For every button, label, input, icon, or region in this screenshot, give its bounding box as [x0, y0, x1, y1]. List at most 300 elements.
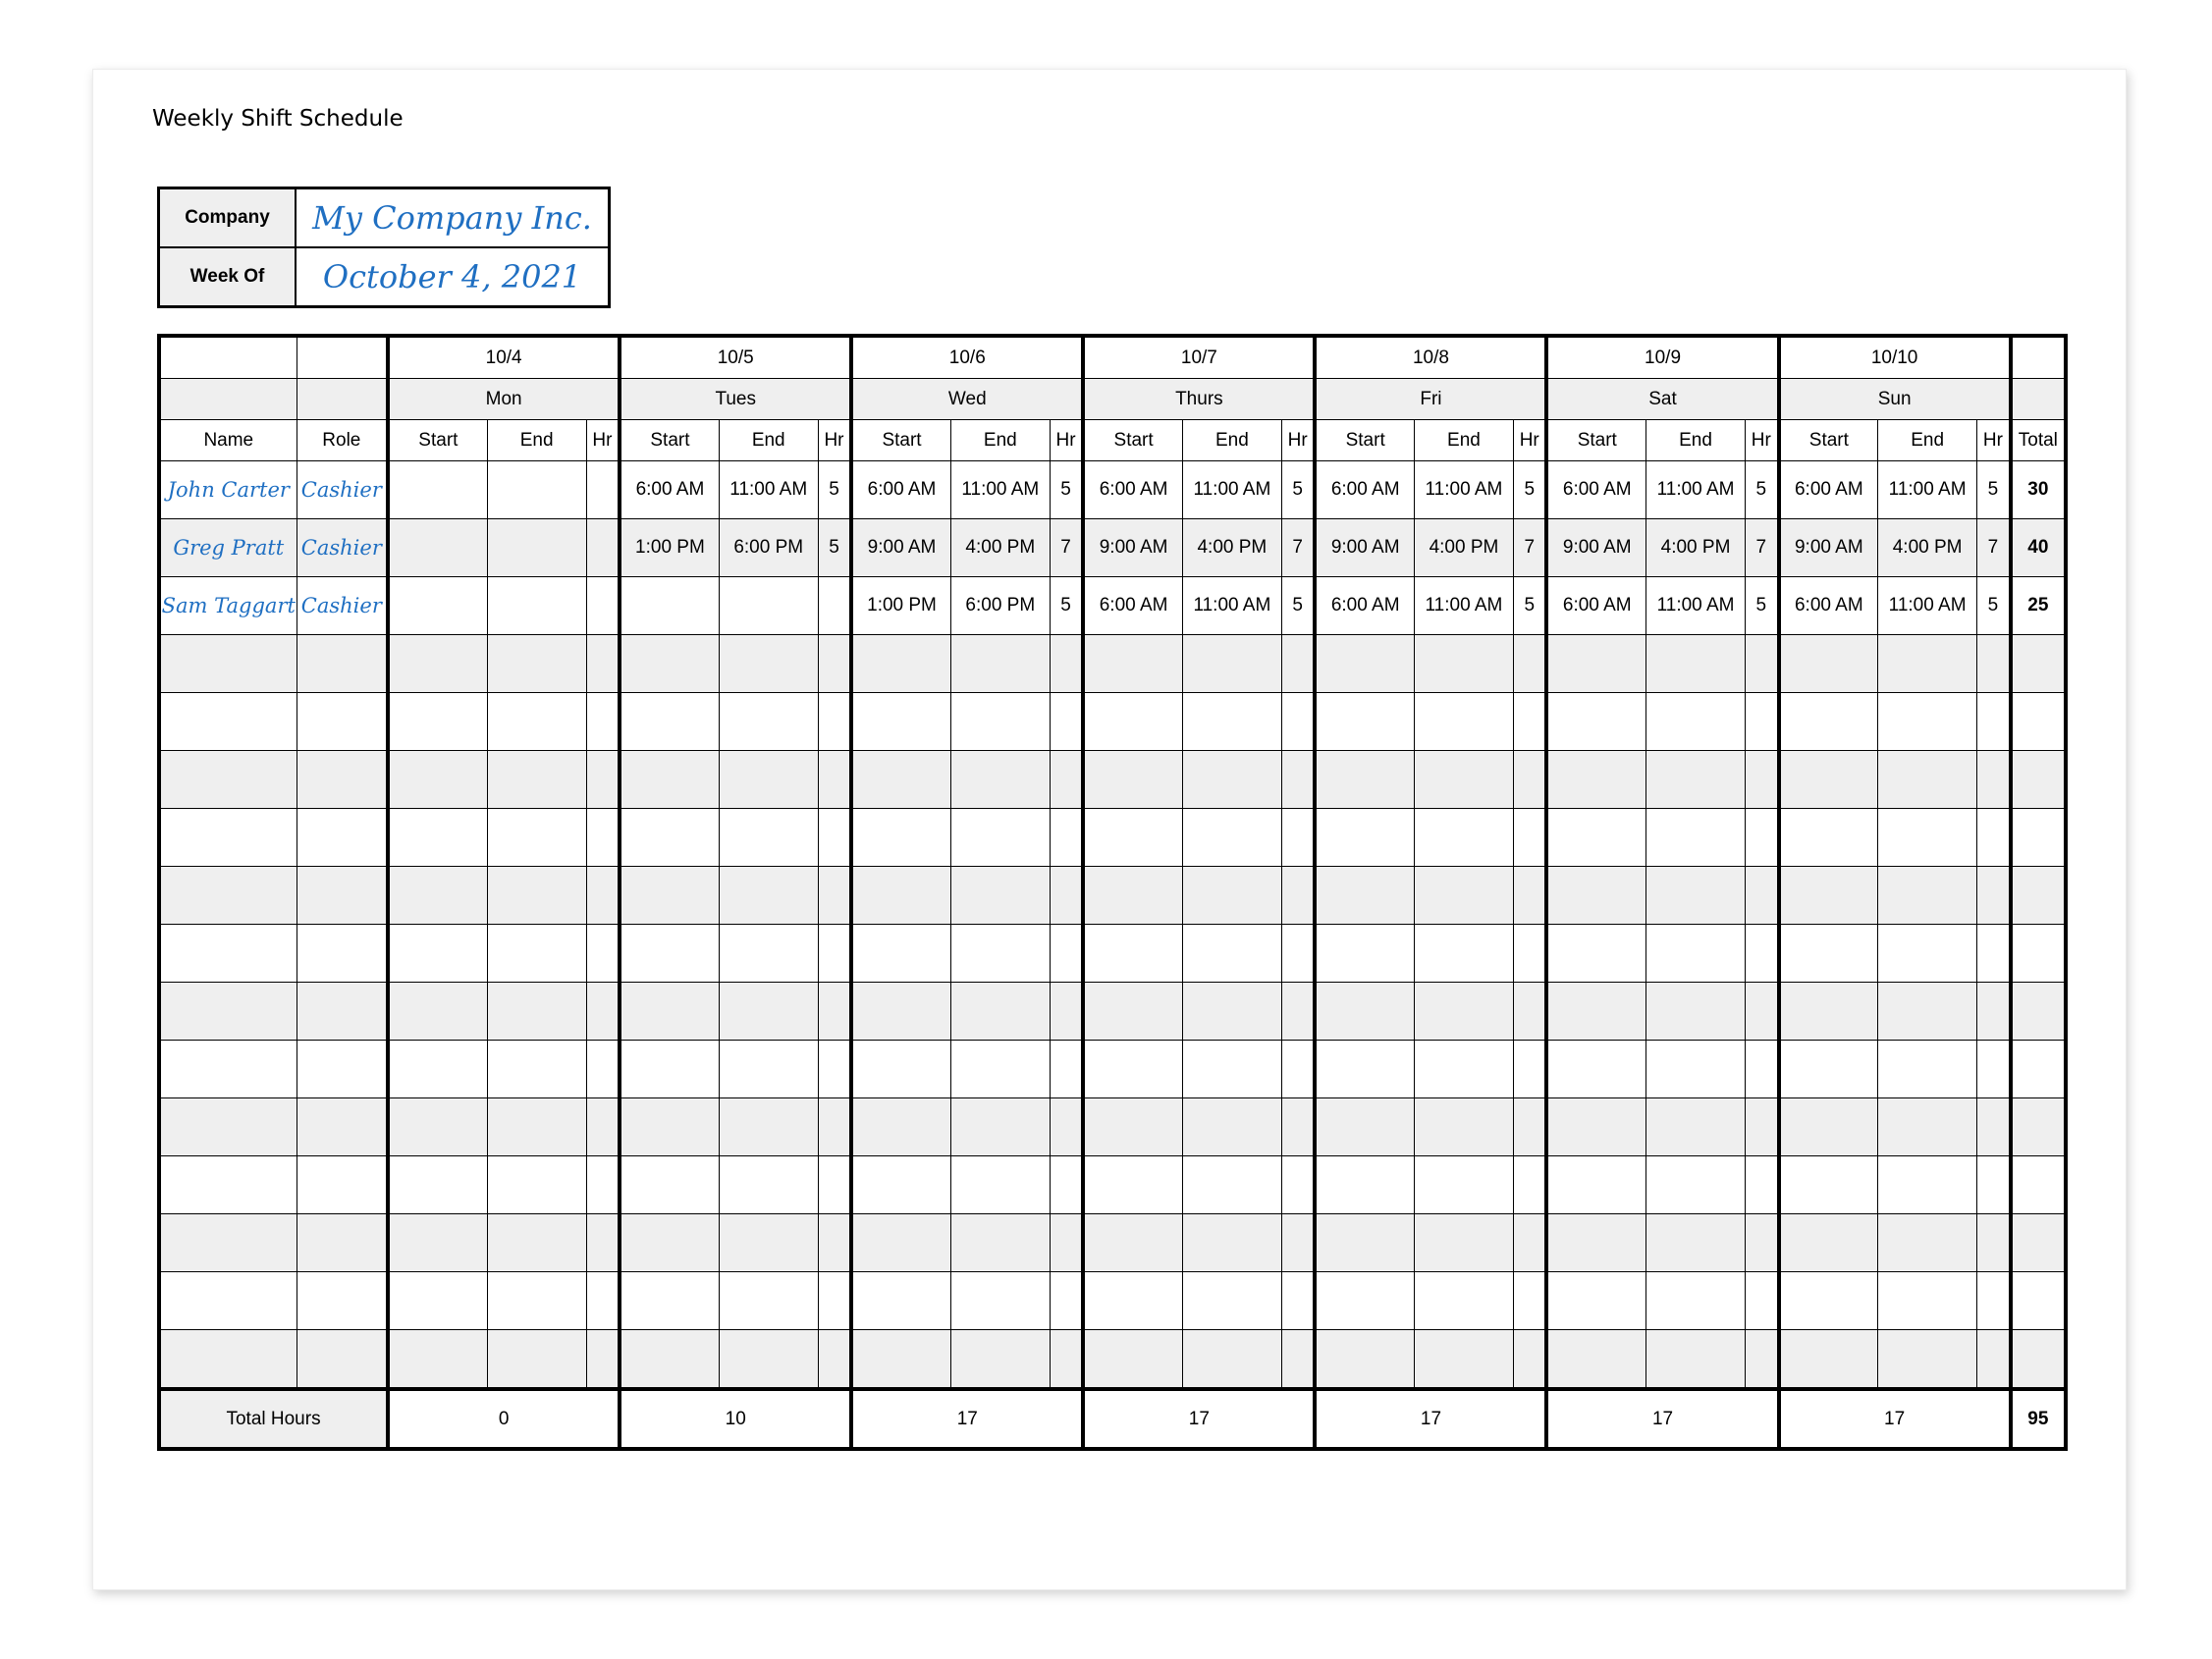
shift-start-cell[interactable]: [1779, 867, 1878, 925]
shift-hours-cell: [1977, 751, 2011, 809]
shift-end-cell[interactable]: 11:00 AM: [1646, 461, 1746, 519]
shift-start-cell[interactable]: [388, 983, 487, 1041]
employee-name-cell[interactable]: [159, 1041, 297, 1098]
shift-hours-cell: [1281, 1330, 1315, 1390]
name-column-header: Name: [159, 420, 297, 461]
shift-start-cell[interactable]: [851, 693, 950, 751]
shift-end-cell[interactable]: [487, 635, 586, 693]
shift-end-cell[interactable]: [1878, 693, 1977, 751]
table-row: [159, 693, 2066, 751]
shift-start-cell[interactable]: [620, 809, 719, 867]
shift-end-cell[interactable]: 4:00 PM: [950, 519, 1050, 577]
shift-end-cell[interactable]: 11:00 AM: [1646, 577, 1746, 635]
shift-end-cell[interactable]: [950, 1156, 1050, 1214]
shift-end-cell[interactable]: [1878, 635, 1977, 693]
shift-end-cell[interactable]: [1646, 751, 1746, 809]
shift-start-cell[interactable]: [1083, 635, 1182, 693]
shift-end-cell[interactable]: [719, 635, 818, 693]
table-row: [159, 1041, 2066, 1098]
shift-hours-cell: 5: [1050, 577, 1083, 635]
shift-start-cell[interactable]: [388, 1330, 487, 1390]
shift-start-cell[interactable]: [1315, 1330, 1414, 1390]
shift-end-cell[interactable]: 6:00 PM: [719, 519, 818, 577]
shift-start-cell[interactable]: [1779, 983, 1878, 1041]
shift-end-cell[interactable]: [1414, 1272, 1513, 1330]
employee-role-cell[interactable]: [297, 867, 388, 925]
shift-start-cell[interactable]: [1546, 983, 1646, 1041]
shift-start-cell[interactable]: [388, 809, 487, 867]
employee-name-cell[interactable]: [159, 693, 297, 751]
shift-end-cell[interactable]: [950, 751, 1050, 809]
employee-role-cell[interactable]: [297, 925, 388, 983]
employee-role-cell[interactable]: [297, 1330, 388, 1390]
shift-end-cell[interactable]: [1878, 867, 1977, 925]
shift-hours-cell: [1977, 1272, 2011, 1330]
shift-end-cell[interactable]: [1646, 1156, 1746, 1214]
shift-start-cell[interactable]: [1546, 693, 1646, 751]
table-row: [159, 751, 2066, 809]
shift-start-cell[interactable]: [620, 1156, 719, 1214]
shift-end-cell[interactable]: [1878, 1156, 1977, 1214]
shift-start-cell[interactable]: [851, 635, 950, 693]
shift-hours-cell: 5: [818, 461, 851, 519]
shift-end-cell[interactable]: [487, 925, 586, 983]
employee-name-cell[interactable]: Sam Taggart: [159, 577, 297, 635]
shift-end-cell[interactable]: [1182, 1041, 1281, 1098]
shift-start-cell[interactable]: [388, 1041, 487, 1098]
shift-start-cell[interactable]: 6:00 AM: [620, 461, 719, 519]
shift-start-cell[interactable]: [1779, 1272, 1878, 1330]
shift-start-cell[interactable]: [388, 925, 487, 983]
shift-hours-cell: [1050, 809, 1083, 867]
shift-start-cell[interactable]: [1779, 751, 1878, 809]
shift-end-cell[interactable]: 6:00 PM: [950, 577, 1050, 635]
shift-end-cell[interactable]: 11:00 AM: [1182, 577, 1281, 635]
shift-end-cell[interactable]: [1182, 983, 1281, 1041]
company-value[interactable]: My Company Inc.: [296, 188, 610, 248]
shift-hours-cell: [1050, 693, 1083, 751]
shift-start-cell[interactable]: [1083, 693, 1182, 751]
shift-start-cell[interactable]: [620, 577, 719, 635]
shift-end-cell[interactable]: [487, 1214, 586, 1272]
shift-start-cell[interactable]: [620, 693, 719, 751]
shift-end-cell[interactable]: [950, 1330, 1050, 1390]
total-column-header: Total: [2011, 420, 2066, 461]
employee-name-cell[interactable]: [159, 1330, 297, 1390]
shift-end-cell[interactable]: [719, 1041, 818, 1098]
shift-start-cell[interactable]: [1083, 809, 1182, 867]
shift-end-cell[interactable]: [1878, 809, 1977, 867]
shift-start-cell[interactable]: 9:00 AM: [1779, 519, 1878, 577]
shift-start-cell[interactable]: [620, 1272, 719, 1330]
shift-start-cell[interactable]: 1:00 PM: [620, 519, 719, 577]
shift-end-cell[interactable]: [1414, 1156, 1513, 1214]
shift-end-cell[interactable]: [487, 1098, 586, 1156]
day-date-header: 10/4: [388, 336, 620, 379]
shift-end-cell[interactable]: [1414, 983, 1513, 1041]
start-column-header: Start: [1083, 420, 1182, 461]
shift-end-cell[interactable]: [1414, 925, 1513, 983]
shift-start-cell[interactable]: [1779, 1214, 1878, 1272]
shift-end-cell[interactable]: [487, 577, 586, 635]
shift-end-cell[interactable]: [1878, 1272, 1977, 1330]
shift-start-cell[interactable]: 6:00 AM: [1779, 461, 1878, 519]
employee-role-cell[interactable]: [297, 809, 388, 867]
shift-start-cell[interactable]: [1779, 635, 1878, 693]
shift-start-cell[interactable]: 1:00 PM: [851, 577, 950, 635]
shift-end-cell[interactable]: [1646, 693, 1746, 751]
shift-start-cell[interactable]: [1546, 809, 1646, 867]
shift-start-cell[interactable]: [851, 983, 950, 1041]
shift-end-cell[interactable]: [950, 809, 1050, 867]
shift-hours-cell: [1513, 925, 1546, 983]
shift-start-cell[interactable]: [1315, 1156, 1414, 1214]
employee-role-cell[interactable]: [297, 693, 388, 751]
shift-end-cell[interactable]: [1878, 983, 1977, 1041]
shift-hours-cell: [1977, 983, 2011, 1041]
shift-start-cell[interactable]: [1546, 751, 1646, 809]
shift-end-cell[interactable]: 11:00 AM: [950, 461, 1050, 519]
shift-end-cell[interactable]: [719, 1330, 818, 1390]
shift-start-cell[interactable]: 9:00 AM: [1315, 519, 1414, 577]
shift-end-cell[interactable]: [1182, 751, 1281, 809]
shift-end-cell[interactable]: [1414, 1214, 1513, 1272]
shift-start-cell[interactable]: 6:00 AM: [1083, 461, 1182, 519]
shift-start-cell[interactable]: [388, 577, 487, 635]
shift-start-cell[interactable]: 6:00 AM: [1546, 461, 1646, 519]
shift-end-cell[interactable]: [487, 867, 586, 925]
shift-end-cell[interactable]: [1182, 1156, 1281, 1214]
shift-end-cell[interactable]: [1414, 1098, 1513, 1156]
shift-end-cell[interactable]: 11:00 AM: [1878, 461, 1977, 519]
week-value[interactable]: October 4, 2021: [296, 247, 610, 307]
shift-end-cell[interactable]: [950, 1041, 1050, 1098]
shift-start-cell[interactable]: [620, 635, 719, 693]
shift-end-cell[interactable]: [1646, 925, 1746, 983]
shift-start-cell[interactable]: [620, 983, 719, 1041]
shift-end-cell[interactable]: [1878, 1098, 1977, 1156]
shift-start-cell[interactable]: [1546, 867, 1646, 925]
shift-start-cell[interactable]: [388, 635, 487, 693]
shift-end-cell[interactable]: [1646, 983, 1746, 1041]
employee-name-cell[interactable]: [159, 1156, 297, 1214]
employee-name-cell[interactable]: [159, 1272, 297, 1330]
shift-start-cell[interactable]: [388, 1272, 487, 1330]
shift-start-cell[interactable]: 6:00 AM: [1083, 577, 1182, 635]
shift-end-cell[interactable]: [487, 1330, 586, 1390]
end-column-header: End: [950, 420, 1050, 461]
shift-start-cell[interactable]: [1315, 1214, 1414, 1272]
shift-start-cell[interactable]: [1315, 751, 1414, 809]
shift-end-cell[interactable]: [950, 693, 1050, 751]
employee-name-cell[interactable]: [159, 1214, 297, 1272]
header-blank-cell: [159, 379, 297, 420]
shift-start-cell[interactable]: [851, 1041, 950, 1098]
shift-start-cell[interactable]: [851, 751, 950, 809]
employee-total-cell: 25: [2011, 577, 2066, 635]
day-name-header: Thurs: [1083, 379, 1315, 420]
shift-start-cell[interactable]: [1315, 1041, 1414, 1098]
shift-end-cell[interactable]: 4:00 PM: [1182, 519, 1281, 577]
shift-end-cell[interactable]: [1414, 1330, 1513, 1390]
shift-end-cell[interactable]: [1646, 1041, 1746, 1098]
shift-hours-cell: [586, 867, 620, 925]
shift-hours-cell: [1746, 751, 1779, 809]
shift-start-cell[interactable]: [620, 1214, 719, 1272]
shift-start-cell[interactable]: [851, 1156, 950, 1214]
employee-total-cell: [2011, 983, 2066, 1041]
shift-hours-cell: 5: [1746, 461, 1779, 519]
employee-role-cell[interactable]: [297, 635, 388, 693]
shift-end-cell[interactable]: 11:00 AM: [1414, 461, 1513, 519]
shift-start-cell[interactable]: [1546, 1098, 1646, 1156]
shift-start-cell[interactable]: 6:00 AM: [1315, 461, 1414, 519]
shift-end-cell[interactable]: [487, 983, 586, 1041]
shift-end-cell[interactable]: [1646, 809, 1746, 867]
shift-end-cell[interactable]: [1182, 1098, 1281, 1156]
shift-end-cell[interactable]: [1182, 1272, 1281, 1330]
shift-end-cell[interactable]: [487, 809, 586, 867]
shift-start-cell[interactable]: [1779, 1098, 1878, 1156]
shift-start-cell[interactable]: [1315, 1272, 1414, 1330]
day-total-hours-cell: 0: [388, 1389, 620, 1449]
shift-start-cell[interactable]: [620, 1041, 719, 1098]
shift-end-cell[interactable]: [1646, 1272, 1746, 1330]
shift-end-cell[interactable]: [1414, 809, 1513, 867]
shift-end-cell[interactable]: [950, 1214, 1050, 1272]
shift-end-cell[interactable]: 11:00 AM: [719, 461, 818, 519]
shift-start-cell[interactable]: [1083, 1156, 1182, 1214]
shift-end-cell[interactable]: [950, 635, 1050, 693]
shift-end-cell[interactable]: 11:00 AM: [1182, 461, 1281, 519]
shift-end-cell[interactable]: [1878, 1214, 1977, 1272]
day-total-hours-cell: 17: [1546, 1389, 1778, 1449]
shift-end-cell[interactable]: [1182, 867, 1281, 925]
shift-start-cell[interactable]: [851, 1272, 950, 1330]
shift-start-cell[interactable]: [1779, 925, 1878, 983]
shift-end-cell[interactable]: [1182, 635, 1281, 693]
hr-column-header: Hr: [1513, 420, 1546, 461]
shift-start-cell[interactable]: [1546, 635, 1646, 693]
shift-end-cell[interactable]: [487, 1041, 586, 1098]
shift-end-cell[interactable]: [487, 1272, 586, 1330]
shift-end-cell[interactable]: [719, 1156, 818, 1214]
employee-name-cell[interactable]: [159, 751, 297, 809]
hr-column-header: Hr: [1746, 420, 1779, 461]
shift-end-cell[interactable]: [1182, 693, 1281, 751]
shift-start-cell[interactable]: 9:00 AM: [1083, 519, 1182, 577]
shift-start-cell[interactable]: [1083, 1041, 1182, 1098]
shift-start-cell[interactable]: [1779, 1330, 1878, 1390]
shift-end-cell[interactable]: 4:00 PM: [1878, 519, 1977, 577]
shift-hours-cell: [1746, 925, 1779, 983]
employee-role-cell[interactable]: [297, 1041, 388, 1098]
employee-role-cell[interactable]: [297, 751, 388, 809]
shift-start-cell[interactable]: [851, 1098, 950, 1156]
shift-end-cell[interactable]: 4:00 PM: [1646, 519, 1746, 577]
shift-end-cell[interactable]: [1878, 1041, 1977, 1098]
shift-start-cell[interactable]: 6:00 AM: [1315, 577, 1414, 635]
shift-start-cell[interactable]: [620, 1330, 719, 1390]
shift-end-cell[interactable]: [1182, 1214, 1281, 1272]
shift-start-cell[interactable]: [851, 809, 950, 867]
shift-start-cell[interactable]: [388, 1214, 487, 1272]
shift-start-cell[interactable]: 6:00 AM: [1546, 577, 1646, 635]
shift-start-cell[interactable]: [388, 867, 487, 925]
shift-end-cell[interactable]: [950, 1272, 1050, 1330]
shift-start-cell[interactable]: [1083, 983, 1182, 1041]
table-row: [159, 519, 2066, 577]
shift-start-cell[interactable]: [388, 751, 487, 809]
shift-start-cell[interactable]: [620, 751, 719, 809]
shift-hours-cell: [1050, 1272, 1083, 1330]
shift-hours-cell: [586, 1330, 620, 1390]
shift-start-cell[interactable]: [851, 867, 950, 925]
shift-start-cell[interactable]: [620, 1098, 719, 1156]
shift-end-cell[interactable]: [1878, 751, 1977, 809]
shift-start-cell[interactable]: [1083, 1214, 1182, 1272]
shift-start-cell[interactable]: [851, 925, 950, 983]
shift-end-cell[interactable]: [487, 693, 586, 751]
employee-role-cell[interactable]: Cashier: [297, 461, 388, 519]
shift-start-cell[interactable]: [1779, 693, 1878, 751]
shift-start-cell[interactable]: [1546, 1214, 1646, 1272]
shift-start-cell[interactable]: [1779, 1156, 1878, 1214]
shift-end-cell[interactable]: [1646, 1214, 1746, 1272]
shift-start-cell[interactable]: [388, 1156, 487, 1214]
shift-end-cell[interactable]: 11:00 AM: [1414, 577, 1513, 635]
shift-start-cell[interactable]: [1083, 867, 1182, 925]
employee-name-cell[interactable]: [159, 635, 297, 693]
shift-hours-cell: [818, 1272, 851, 1330]
shift-start-cell[interactable]: [1546, 925, 1646, 983]
shift-end-cell[interactable]: [487, 461, 586, 519]
shift-hours-cell: 5: [1281, 577, 1315, 635]
shift-start-cell[interactable]: [1315, 809, 1414, 867]
employee-name-cell[interactable]: [159, 925, 297, 983]
shift-start-cell[interactable]: [1546, 1330, 1646, 1390]
shift-start-cell[interactable]: 6:00 AM: [851, 461, 950, 519]
shift-end-cell[interactable]: [1878, 925, 1977, 983]
shift-end-cell[interactable]: [719, 809, 818, 867]
shift-start-cell[interactable]: [1779, 1041, 1878, 1098]
shift-end-cell[interactable]: [1414, 693, 1513, 751]
shift-start-cell[interactable]: [388, 1098, 487, 1156]
header-blank-cell: [2011, 379, 2066, 420]
shift-end-cell[interactable]: [1646, 1330, 1746, 1390]
shift-end-cell[interactable]: [1414, 1041, 1513, 1098]
shift-end-cell[interactable]: [1414, 751, 1513, 809]
shift-start-cell[interactable]: [1083, 751, 1182, 809]
shift-start-cell[interactable]: [1546, 1272, 1646, 1330]
employee-role-cell[interactable]: Cashier: [297, 519, 388, 577]
shift-start-cell[interactable]: [1083, 1330, 1182, 1390]
shift-end-cell[interactable]: [719, 867, 818, 925]
shift-end-cell[interactable]: [719, 1272, 818, 1330]
employee-name-cell[interactable]: John Carter: [159, 461, 297, 519]
shift-start-cell[interactable]: [851, 1214, 950, 1272]
shift-start-cell[interactable]: [620, 867, 719, 925]
employee-role-cell[interactable]: [297, 1098, 388, 1156]
shift-end-cell[interactable]: [1646, 1098, 1746, 1156]
shift-end-cell[interactable]: [1182, 1330, 1281, 1390]
employee-name-cell[interactable]: [159, 1098, 297, 1156]
shift-start-cell[interactable]: [851, 1330, 950, 1390]
shift-end-cell[interactable]: [1414, 867, 1513, 925]
shift-end-cell[interactable]: 4:00 PM: [1414, 519, 1513, 577]
employee-name-cell[interactable]: [159, 867, 297, 925]
shift-end-cell[interactable]: [1646, 867, 1746, 925]
shift-start-cell[interactable]: [388, 519, 487, 577]
employee-role-cell[interactable]: [297, 1272, 388, 1330]
shift-end-cell[interactable]: [487, 751, 586, 809]
shift-start-cell[interactable]: [1546, 1156, 1646, 1214]
shift-start-cell[interactable]: 9:00 AM: [851, 519, 950, 577]
shift-start-cell[interactable]: [1083, 925, 1182, 983]
shift-end-cell[interactable]: [719, 983, 818, 1041]
shift-hours-cell: [1513, 1041, 1546, 1098]
shift-start-cell[interactable]: 9:00 AM: [1546, 519, 1646, 577]
shift-end-cell[interactable]: [1414, 635, 1513, 693]
shift-start-cell[interactable]: [1779, 809, 1878, 867]
shift-start-cell[interactable]: [1315, 867, 1414, 925]
shift-end-cell[interactable]: [487, 519, 586, 577]
employee-role-cell[interactable]: Cashier: [297, 577, 388, 635]
employee-role-cell[interactable]: [297, 983, 388, 1041]
shift-end-cell[interactable]: [950, 1098, 1050, 1156]
shift-end-cell[interactable]: [719, 925, 818, 983]
shift-end-cell[interactable]: [1182, 925, 1281, 983]
shift-end-cell[interactable]: [1878, 1330, 1977, 1390]
shift-start-cell[interactable]: [620, 925, 719, 983]
employee-name-cell[interactable]: Greg Pratt: [159, 519, 297, 577]
shift-end-cell[interactable]: [719, 577, 818, 635]
shift-start-cell[interactable]: [1083, 1098, 1182, 1156]
shift-end-cell[interactable]: [950, 983, 1050, 1041]
shift-start-cell[interactable]: [1315, 1098, 1414, 1156]
shift-start-cell[interactable]: [1546, 1041, 1646, 1098]
shift-hours-cell: [1746, 1041, 1779, 1098]
shift-start-cell[interactable]: [388, 461, 487, 519]
shift-hours-cell: [1746, 867, 1779, 925]
shift-end-cell[interactable]: [487, 1156, 586, 1214]
employee-name-cell[interactable]: [159, 983, 297, 1041]
shift-start-cell[interactable]: [1083, 1272, 1182, 1330]
table-row: [159, 925, 2066, 983]
shift-start-cell[interactable]: [1315, 635, 1414, 693]
shift-start-cell[interactable]: [1315, 925, 1414, 983]
employee-role-cell[interactable]: [297, 1214, 388, 1272]
shift-end-cell[interactable]: 11:00 AM: [1878, 577, 1977, 635]
shift-start-cell[interactable]: [388, 693, 487, 751]
shift-end-cell[interactable]: [1646, 635, 1746, 693]
shift-end-cell[interactable]: [719, 693, 818, 751]
shift-end-cell[interactable]: [719, 1214, 818, 1272]
shift-hours-cell: [1281, 925, 1315, 983]
employee-role-cell[interactable]: [297, 1156, 388, 1214]
shift-end-cell[interactable]: [719, 751, 818, 809]
shift-start-cell[interactable]: [1315, 693, 1414, 751]
shift-end-cell[interactable]: [1182, 809, 1281, 867]
shift-end-cell[interactable]: [950, 925, 1050, 983]
employee-name-cell[interactable]: [159, 809, 297, 867]
shift-end-cell[interactable]: [719, 1098, 818, 1156]
shift-hours-cell: [586, 1272, 620, 1330]
shift-end-cell[interactable]: [950, 867, 1050, 925]
start-column-header: Start: [620, 420, 719, 461]
shift-start-cell[interactable]: 6:00 AM: [1779, 577, 1878, 635]
shift-start-cell[interactable]: [1315, 983, 1414, 1041]
